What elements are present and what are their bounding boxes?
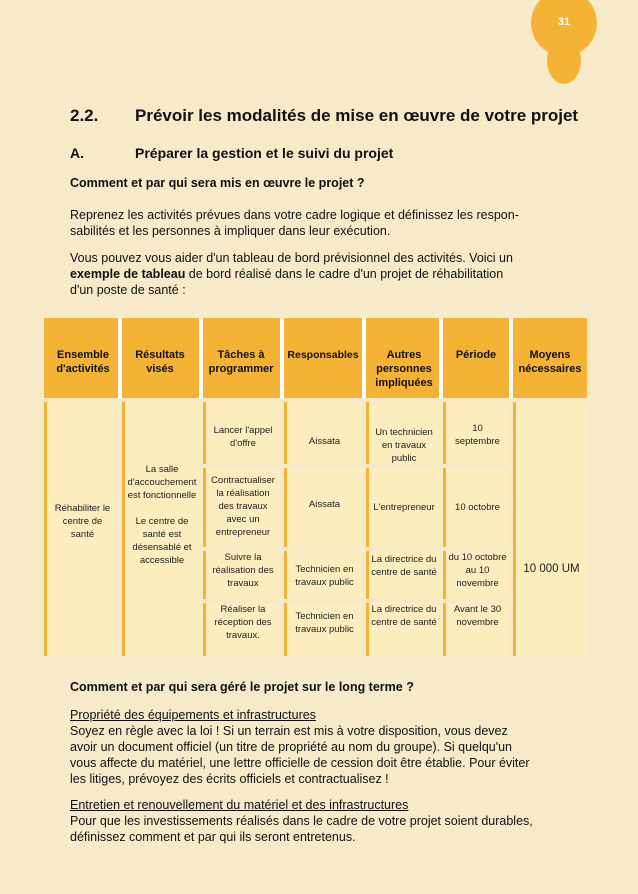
block-propriete xyxy=(70,707,600,787)
block-entretien xyxy=(70,797,600,845)
header-ensemble: Ensemble d'activités xyxy=(56,349,110,375)
activity-table xyxy=(44,318,587,656)
table-row-4-tache: Réaliser la réception des travaux. xyxy=(203,603,280,656)
paragraph-2-line: exemple de tableau de bord réalisé dans le cadre d'un projet de réhabilitation xyxy=(70,267,504,281)
paragraph-2-line: Vous pouvez vous aider d'un tableau de bord prévisionnel des activités. Voici un xyxy=(70,251,513,265)
section-heading xyxy=(70,106,578,126)
block-propriete-line: vous affecte du matériel, une lettre officielle de cession doit être établie. Pour éviter xyxy=(70,756,530,770)
section-title: Prévoir les modalités de mise en œuvre de votre projet xyxy=(135,106,579,125)
cell-resultats: La salle d'accouchement est fonctionnelle Le centre de santé est désensablé et accessible xyxy=(122,402,199,656)
cell-ensemble: Réhabiliter le centre de santé xyxy=(44,402,118,656)
question-2: Comment et par qui sera géré le projet sur le long terme ? xyxy=(70,680,414,694)
table-row-1-responsable: Aissata xyxy=(284,402,362,464)
subsection-number: A. xyxy=(70,145,84,161)
page-number: 31 xyxy=(557,16,571,28)
table-row-4-periode: Avant le 30 novembre xyxy=(443,603,509,656)
header-moyens: Moyens nécessaires xyxy=(518,349,582,375)
paragraph-1-line: Reprenez les activités prévues dans votre cadre logique et définissez les respon- xyxy=(70,208,519,222)
table-row-2-autres: L'entrepreneur xyxy=(366,468,439,547)
table-row-2-tache: Contractualiser la réalisation des travaux avec un entrepreneur xyxy=(203,468,280,547)
block-propriete-line: Soyez en règle avec la loi ! Si un terrain est mis à votre disposition, vous devez xyxy=(70,724,508,738)
header-periode: Période xyxy=(455,349,497,361)
table-row-2-periode: 10 octobre xyxy=(443,468,509,547)
paragraph-1-line: sabilités et les personnes à impliquer dans leur exécution. xyxy=(70,224,391,238)
cell-moyens: 10 000 UM xyxy=(513,402,587,656)
table-row-3-autres: La directrice du centre de santé xyxy=(366,551,439,599)
table-row-1-periode: 10 septembre xyxy=(443,402,509,464)
paragraph-2-line: d'un poste de santé : xyxy=(70,283,186,297)
table-row-4-responsable: Technicien en travaux public xyxy=(284,603,362,656)
bold-phrase: exemple de tableau xyxy=(70,267,186,281)
block-entretien-line: définissez comment et par qui ils seront entretenus. xyxy=(70,830,356,844)
question-1: Comment et par qui sera mis en œuvre le projet ? xyxy=(70,176,365,190)
header-autres: Autres personnes impliquées xyxy=(375,349,433,389)
table-row-1-autres: Un technicien en travaux public xyxy=(366,402,439,464)
table-row-2-responsable: Aissata xyxy=(284,468,362,547)
table-row-3-tache: Suivre la réalisation des travaux xyxy=(203,551,280,599)
block-propriete-title: Propriété des équipements et infrastructures xyxy=(70,708,316,722)
paragraph-2 xyxy=(70,250,590,298)
paragraph-1 xyxy=(70,207,590,239)
table-row-1-tache: Lancer l'appel d'offre xyxy=(203,402,280,464)
section-number: 2.2. xyxy=(70,106,99,125)
block-entretien-title: Entretien et renouvellement du matériel et des infrastructures xyxy=(70,798,409,812)
table-row-3-responsable: Technicien en travaux public xyxy=(284,551,362,599)
header-taches: Tâches à programmer xyxy=(208,349,274,375)
table-row-3-periode: du 10 octobre au 10 novembre xyxy=(443,551,509,599)
badge-tail xyxy=(547,38,581,84)
header-resultats: Résultats visés xyxy=(135,349,185,375)
subsection-heading xyxy=(70,145,393,161)
block-entretien-line: Pour que les investissements réalisés dans le cadre de votre projet soient durables, xyxy=(70,814,533,828)
subsection-title: Préparer la gestion et le suivi du projet xyxy=(135,145,394,161)
table-row-4-autres: La directrice du centre de santé xyxy=(366,603,439,656)
block-propriete-line: les litiges, prévoyez des écrits officiels et contractualisez ! xyxy=(70,772,389,786)
page-number-badge xyxy=(531,0,597,56)
header-responsables: Responsables xyxy=(287,349,359,361)
block-propriete-line: avoir un document officiel (un titre de propriété au nom du groupe). Si quelqu'un xyxy=(70,740,513,754)
